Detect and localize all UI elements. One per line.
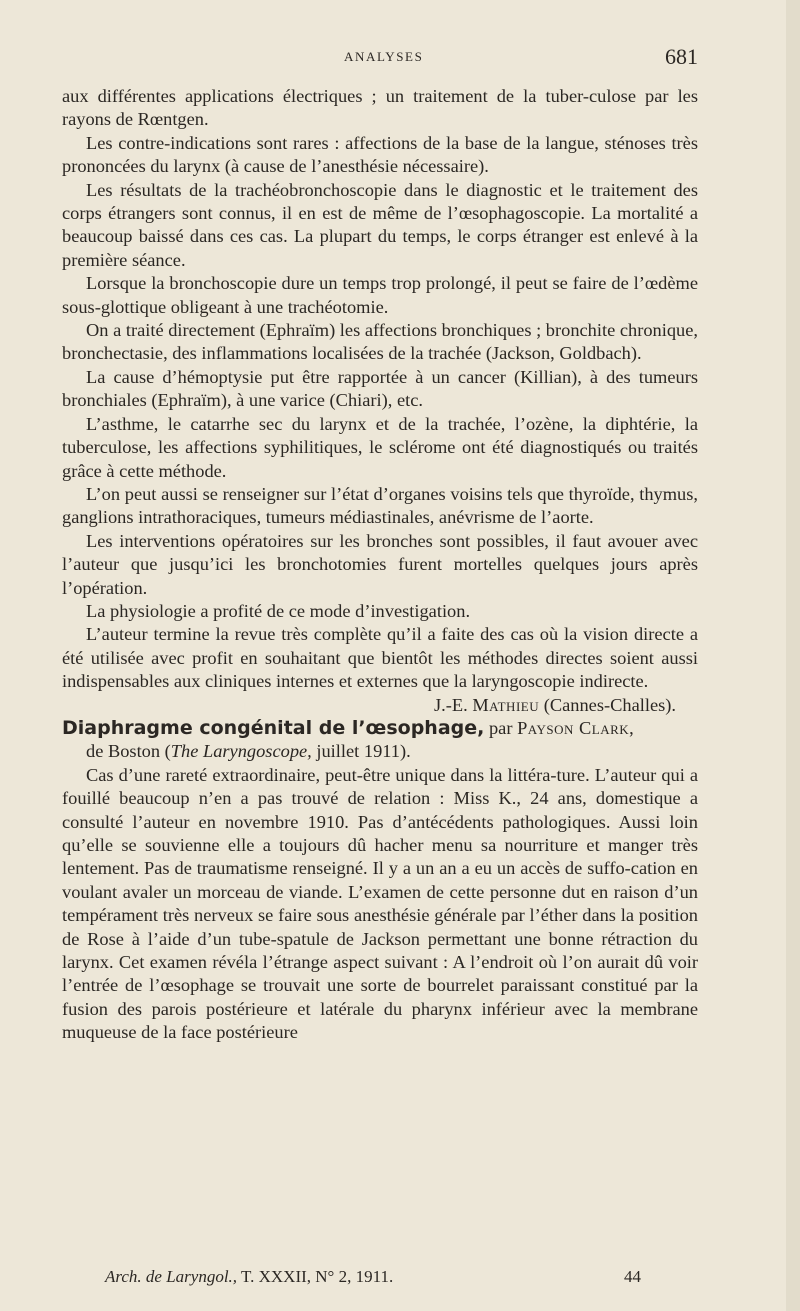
page-header (62, 44, 698, 74)
paragraph: Lorsque la bronchoscopie dure un temps trop prolongé, il peut se faire de l’œdème sous-glottique obligeant à une trachéotomie. (62, 273, 698, 317)
paragraph: L’auteur termine la revue très complète qu’il a faite des cas où la vision directe a été utilisée avec profit en souhaitant que bientôt les méthodes directes soient aussi indispensables aux cliniques internes et externes que la laryngoscopie indirecte. (62, 624, 698, 692)
paragraph: Les interventions opératoires sur les bronches sont possibles, il faut avouer avec l’auteur que jusqu’ici les bronchotomies furent mortelles quelques jours après l’opération. (62, 530, 698, 598)
paragraph: Les résultats de la trachéobronchoscopie dans le diagnostic et le traitement des corps étrangers sont connus, il en est de même de l’œsophagoscopie. La mortalité a beaucoup baissé dans ces cas. La plupart du temps, le corps étranger est enlevé à la première séance. (62, 179, 698, 270)
signature-mark: 44 (624, 1267, 641, 1286)
article-title: Diaphragme congénital de l’œsophage, (62, 716, 485, 739)
page-footer (105, 1267, 641, 1287)
page-edge (786, 0, 800, 1311)
running-head: ANALYSES (344, 49, 424, 64)
article-heading (62, 717, 698, 740)
signature-name: Mathieu (472, 694, 540, 715)
page-number: 681 (665, 44, 698, 69)
paragraph: La physiologie a profité de ce mode d’investigation. (86, 600, 471, 621)
paragraph: aux différentes applications électriques ; un traitement de la tuber-culose par les rayons de Rœntgen. (62, 86, 698, 130)
signature-place: (Cannes-Challes). (543, 694, 676, 715)
paragraph: L’asthme, le catarrhe sec du larynx et de la trachée, l’ozène, la diphtérie, la tuberculose, les affections syphilitiques, le sclérome ont été diagnostiqués ou traités grâce à cette méthode. (62, 413, 698, 481)
paragraph: L’on peut aussi se renseigner sur l’état d’organes voisins tels que thyroïde, thymus, ganglions intrathoraciques, tumeurs médiastinales, anévrisme de l’aorte. (62, 483, 698, 528)
page-body (62, 85, 698, 1045)
source-prefix: de Boston ( (86, 741, 171, 762)
journal-name: The Laryngoscope, (170, 741, 312, 762)
signature-initials: J.-E. (433, 694, 468, 715)
article-source (62, 740, 698, 763)
review-signature (62, 694, 698, 717)
paragraph: Les contre-indications sont rares : affections de la base de la langue, sténoses très prononcées du larynx (à cause de l’anesthésie nécessaire). (62, 132, 698, 177)
article-author: Payson Clark, (517, 717, 635, 738)
footer-volume: T. XXXII, N° 2, 1911. (237, 1267, 394, 1286)
paragraph: La cause d’hémoptysie put être rapportée à un cancer (Killian), à des tumeurs bronchiales (Ephraïm), à une varice (Chiari), etc. (62, 366, 698, 411)
footer-source: Arch. de Laryngol., (105, 1267, 238, 1286)
paragraph: On a traité directement (Ephraïm) les affections bronchiques ; bronchite chronique, bronchectasie, des inflammations localisées de la trachée (Jackson, Goldbach). (62, 320, 698, 364)
source-suffix: juillet 1911). (311, 741, 411, 762)
paragraph: Cas d’une rareté extraordinaire, peut-être unique dans la littéra-ture. L’auteur qui a fouillé beaucoup n’en a pas trouvé de relation : Miss K., 24 ans, domestique a consulté l’auteur en novembre 1910. Pas d’antécédents pathologiques. Aussi loin qu’elle se souvienne elle a toujours dû hacher menu sa nourriture et manger très lentement. Pas de traumatisme renseigné. Il y a un an a eu un accès de suffo-cation en voulant avaler un morceau de viande. L’examen de cette personne dut en raison d’un tempérament très nerveux se faire sous anesthésie générale par l’éther dans la position de Rose à l’aide d’un tube-spatule de Jackson permettant une bonne rétraction du larynx. Cet examen révéla l’étrange aspect suivant : A l’endroit où l’on aurait dû voir l’entrée de l’œsophage se trouvait une sorte de bourrelet paraissant constitué par la fusion des parois postérieure et latérale du pharynx inférieur avec la membrane muqueuse de la face postérieure (62, 764, 698, 1043)
article-by: par (488, 717, 513, 738)
